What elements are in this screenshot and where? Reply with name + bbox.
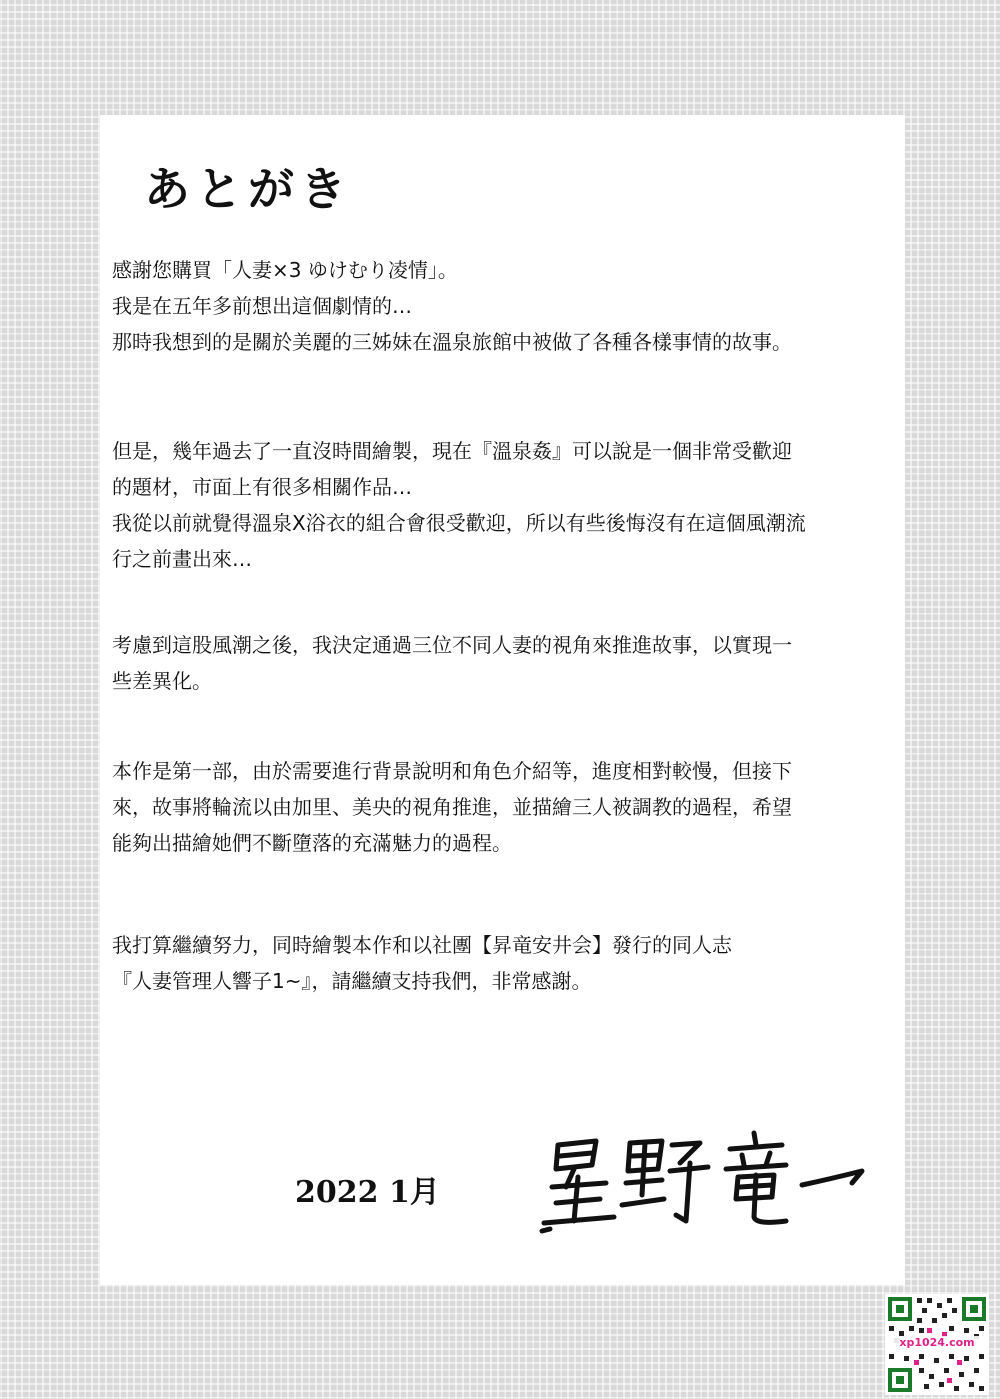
date-stamp: 2022 1月: [295, 1175, 440, 1210]
text-line: 我從以前就覺得溫泉X浴衣的組合會很受歡迎，所以有些後悔沒有在這個風潮流: [112, 511, 806, 535]
text-line: 些差異化。: [112, 669, 212, 693]
text-line: 我打算繼續努力，同時繪製本作和以社團【昇竜安井会】發行的同人志: [112, 933, 732, 957]
text-line: 本作是第一部，由於需要進行背景說明和角色介紹等，進度相對較慢，但接下: [112, 759, 792, 783]
text-line: 能夠出描繪她們不斷墮落的充滿魅力的過程。: [112, 831, 512, 855]
text-line: 我是在五年多前想出這個劇情的…: [112, 294, 412, 318]
text-line: 那時我想到的是關於美麗的三姊妹在溫泉旅館中被做了各種各樣事情的故事。: [112, 330, 792, 354]
paragraph-thanks: [112, 252, 887, 360]
watermark-qr: [885, 1294, 989, 1395]
author-signature: [530, 1125, 870, 1235]
watermark-text: xp1024.com: [885, 1336, 989, 1350]
afterword-page: [100, 115, 905, 1285]
text-line: 『人妻管理人響子1~』，請繼續支持我們，非常感謝。: [112, 969, 592, 993]
paragraph-plans: [112, 753, 887, 861]
paragraph-closing: [112, 927, 887, 999]
text-line: 行之前畫出來…: [112, 547, 252, 571]
page-title: あとがき: [144, 162, 352, 216]
text-line: 考慮到這股風潮之後，我決定通過三位不同人妻的視角來推進故事，以實現一: [112, 633, 792, 657]
text-line: 的題材，市面上有很多相關作品…: [112, 475, 412, 499]
text-line: 但是，幾年過去了一直沒時間繪製，現在『溫泉姦』可以說是一個非常受歡迎: [112, 439, 792, 463]
text-line: 來，故事將輪流以由加里、美央的視角推進，並描繪三人被調教的過程，希望: [112, 795, 792, 819]
paragraph-background: [112, 433, 887, 577]
text-line: 感謝您購買「人妻×3 ゆけむり凌情」。: [112, 258, 458, 282]
paragraph-differentiation: [112, 627, 887, 699]
